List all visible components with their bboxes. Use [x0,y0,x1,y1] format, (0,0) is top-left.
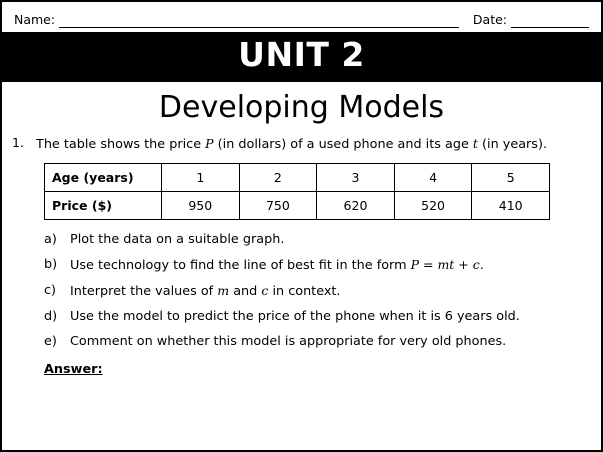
header-fields [2,2,601,32]
cell-age-5: 5 [472,163,550,191]
part-c-text-mid: and [233,283,258,299]
question-stem [36,134,587,155]
cell-price-5: 410 [472,191,550,219]
part-b [44,253,587,279]
unit-banner: UNIT 2 [2,32,601,82]
part-c-variable-m: m [217,282,230,298]
cell-age-1: 1 [162,163,240,191]
part-a-label: a) [44,232,57,248]
date-field[interactable] [473,12,589,28]
cell-age-2: 2 [239,163,317,191]
cell-price-4: 520 [394,191,472,219]
stem-text-3: (in years). [482,136,548,152]
name-input-rule[interactable] [59,13,459,28]
part-e-label: e) [44,333,57,349]
date-input-rule[interactable] [511,13,589,28]
part-d-text: Use the model to predict the price of the phone when it is 6 years old. [70,308,520,324]
name-field[interactable] [14,12,459,28]
part-c-text-main: Interpret the values of [70,283,214,299]
stem-text-1: The table shows the price [36,136,202,152]
part-a [44,228,587,253]
part-a-text: Plot the data on a suitable graph. [70,232,285,248]
stem-variable-age: t [472,135,478,151]
part-c-variable-c: c [261,282,269,298]
page-title: Developing Models [158,89,445,125]
row-header-price: Price ($) [45,191,162,219]
part-c-label: c) [44,282,57,298]
cell-price-2: 750 [239,191,317,219]
cell-price-3: 620 [317,191,395,219]
question-number: 1. [12,134,24,150]
part-b-text-main: Use technology to find the line of best fit in the form [70,258,407,274]
part-e-text: Comment on whether this model is appropriate for very old phones. [70,333,507,349]
part-b-formula: P = mt + c. [410,257,484,273]
question-parts [36,228,587,354]
name-label: Name: [14,12,56,27]
answer-label: Answer: [44,361,103,377]
stem-text-2: (in dollars) of a used phone and its age [217,136,469,152]
part-d-label: d) [44,308,58,324]
row-header-age: Age (years) [45,163,162,191]
cell-age-4: 4 [394,163,472,191]
worksheet-body [2,130,601,377]
part-b-label: b) [44,257,58,273]
date-label: Date: [472,12,507,27]
cell-age-3: 3 [317,163,395,191]
table-row-age [45,163,550,191]
part-d [44,304,587,329]
part-b-text [70,255,484,276]
part-c-text [70,281,341,302]
part-c [44,278,587,304]
cell-price-1: 950 [162,191,240,219]
table-row-price [45,191,550,219]
question-1 [12,134,587,377]
question-content [36,134,587,377]
stem-variable-price: P [205,135,214,151]
part-e [44,329,587,354]
part-c-text-end: in context. [272,283,341,299]
price-age-table [44,163,550,220]
